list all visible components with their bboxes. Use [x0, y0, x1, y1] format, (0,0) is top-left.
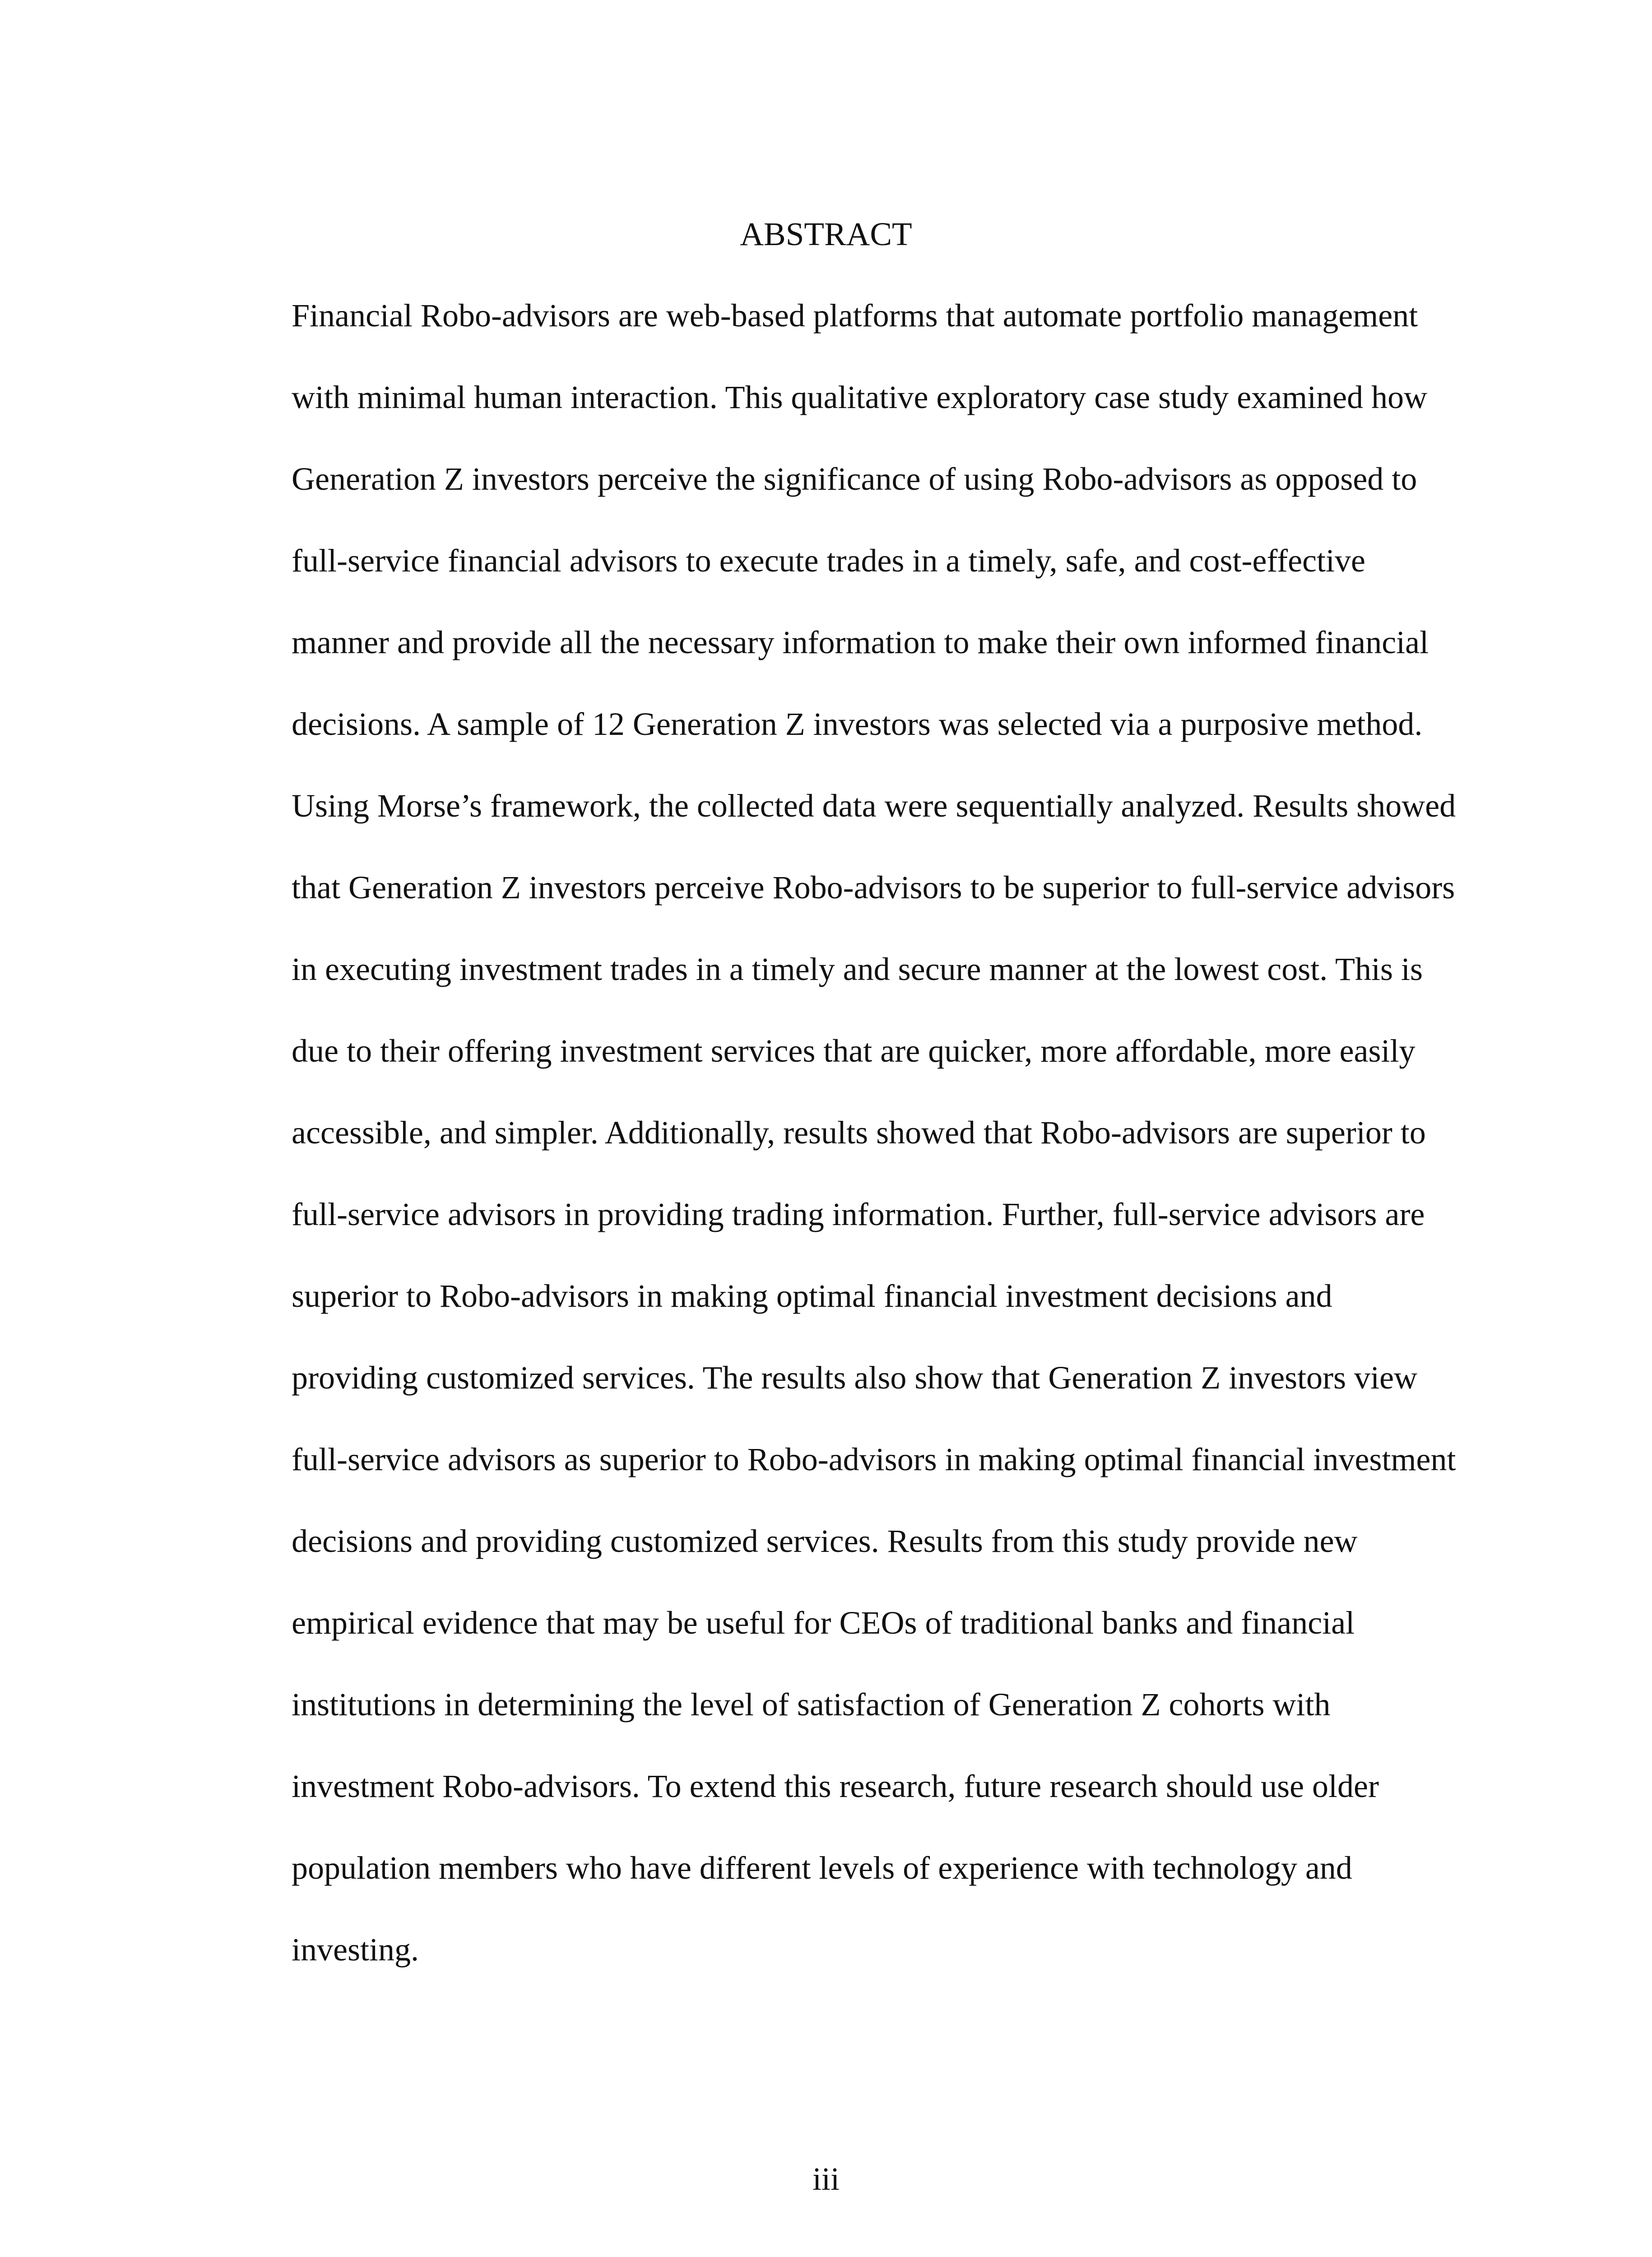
abstract-line: full-service financial advisors to execute trades in a timely, safe, and cost-effective [292, 543, 1365, 579]
abstract-line: decisions. A sample of 12 Generation Z investors was selected via a purposive method. [292, 706, 1423, 742]
abstract-heading: ABSTRACT [740, 216, 912, 252]
abstract-line: investment Robo-advisors. To extend this research, future research should use older [292, 1768, 1379, 1804]
abstract-line: decisions and providing customized services. Results from this study provide new [292, 1523, 1358, 1559]
abstract-body [292, 295, 1528, 2011]
abstract-line: investing. [292, 1932, 419, 1968]
abstract-line: providing customized services. The results also show that Generation Z investors view [292, 1360, 1418, 1396]
abstract-line: that Generation Z investors perceive Robo-advisors to be superior to full-service advisors [292, 869, 1455, 906]
abstract-line: with minimal human interaction. This qualitative exploratory case study examined how [292, 379, 1428, 415]
abstract-line: superior to Robo-advisors in making optimal financial investment decisions and [292, 1278, 1332, 1314]
abstract-line: Generation Z investors perceive the significance of using Robo-advisors as opposed to [292, 461, 1417, 497]
abstract-line: full-service advisors in providing trading information. Further, full-service advisors are [292, 1196, 1425, 1232]
abstract-line: Using Morse’s framework, the collected data were sequentially analyzed. Results showed [292, 788, 1456, 824]
abstract-line: population members who have different levels of experience with technology and [292, 1850, 1352, 1886]
page-number: iii [812, 2161, 840, 2197]
abstract-line: due to their offering investment services that are quicker, more affordable, more easily [292, 1033, 1415, 1069]
abstract-line: empirical evidence that may be useful for CEOs of traditional banks and financial [292, 1605, 1355, 1641]
abstract-line: in executing investment trades in a timely and secure manner at the lowest cost. This is [292, 951, 1423, 987]
abstract-line: accessible, and simpler. Additionally, results showed that Robo-advisors are superior to [292, 1115, 1426, 1151]
abstract-line: Financial Robo-advisors are web-based platforms that automate portfolio management [292, 297, 1418, 334]
abstract-line: manner and provide all the necessary information to make their own informed financial [292, 624, 1429, 660]
abstract-line: institutions in determining the level of satisfaction of Generation Z cohorts with [292, 1686, 1331, 1723]
abstract-line: full-service advisors as superior to Robo-advisors in making optimal financial investment [292, 1441, 1456, 1477]
